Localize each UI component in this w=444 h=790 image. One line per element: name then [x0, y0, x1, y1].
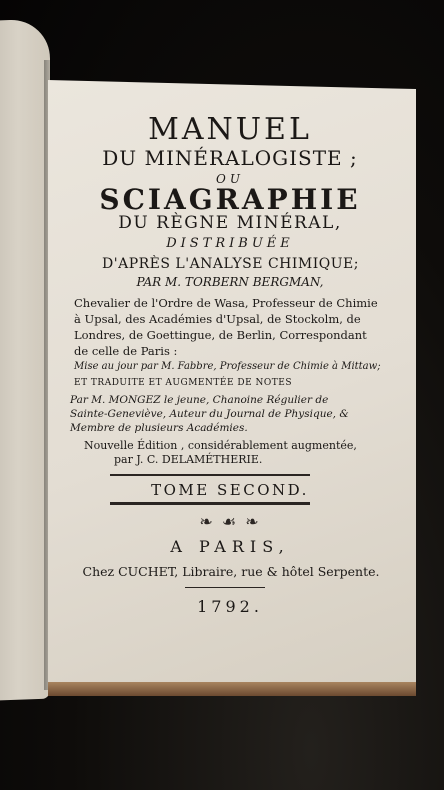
title-conjunction: OU: [216, 172, 244, 186]
page-edges: [48, 682, 416, 696]
imprint-year: 1792.: [197, 597, 263, 616]
editor-line: par J. C. DELAMÉTHERIE.: [114, 453, 263, 466]
author-bio-line-3: Londres, de Goettingue, de Berlin, Correspondant: [74, 328, 367, 342]
author-bio-line-1: Chevalier de l'Ordre de Wasa, Professeur de Chimie: [74, 296, 378, 310]
title-line-mineralogiste: DU MINÉRALOGISTE ;: [102, 146, 358, 170]
author-line: PAR M. TORBERN BERGMAN,: [136, 275, 324, 289]
edition-line: Nouvelle Édition , considérablement augmentée,: [84, 439, 357, 452]
title-line-manuel: MANUEL: [148, 112, 312, 147]
printer-ornament: ❧ ☙ ❧: [199, 512, 261, 531]
rule-top: [110, 474, 310, 476]
title-line-regne: DU RÈGNE MINÉRAL,: [118, 213, 342, 233]
volume-label: TOME SECOND.: [151, 481, 309, 499]
author-bio-line-2: à Upsal, des Académies d'Upsal, de Stockolm, de: [74, 312, 361, 326]
title-line-analyse: D'APRÈS L'ANALYSE CHIMIQUE;: [102, 256, 359, 272]
rule-bottom: [110, 502, 310, 505]
imprint-publisher: Chez CUCHET, Libraire, rue & hôtel Serpente.: [82, 564, 380, 579]
imprint-city: A PARIS,: [170, 537, 290, 556]
author-bio-line-4: de celle de Paris :: [74, 344, 178, 358]
translator-line-1: Par M. MONGEZ le jeune, Chanoine Régulier de: [70, 394, 329, 406]
title-line-distribuee: DISTRIBUÉE: [166, 236, 294, 251]
translator-line-2: Sainte-Geneviève, Auteur du Journal de Physique, &: [70, 408, 349, 420]
update-line: Mise au jour par M. Fabbre, Professeur de Chimie à Mittaw;: [74, 361, 381, 372]
title-line-sciagraphie: SCIAGRAPHIE: [99, 183, 361, 216]
translator-line-3: Membre de plusieurs Académies.: [70, 422, 248, 434]
facing-page: [0, 19, 50, 702]
rule-year: [185, 587, 265, 588]
translated-line: ET TRADUITE ET AUGMENTÉE DE NOTES: [74, 378, 293, 388]
